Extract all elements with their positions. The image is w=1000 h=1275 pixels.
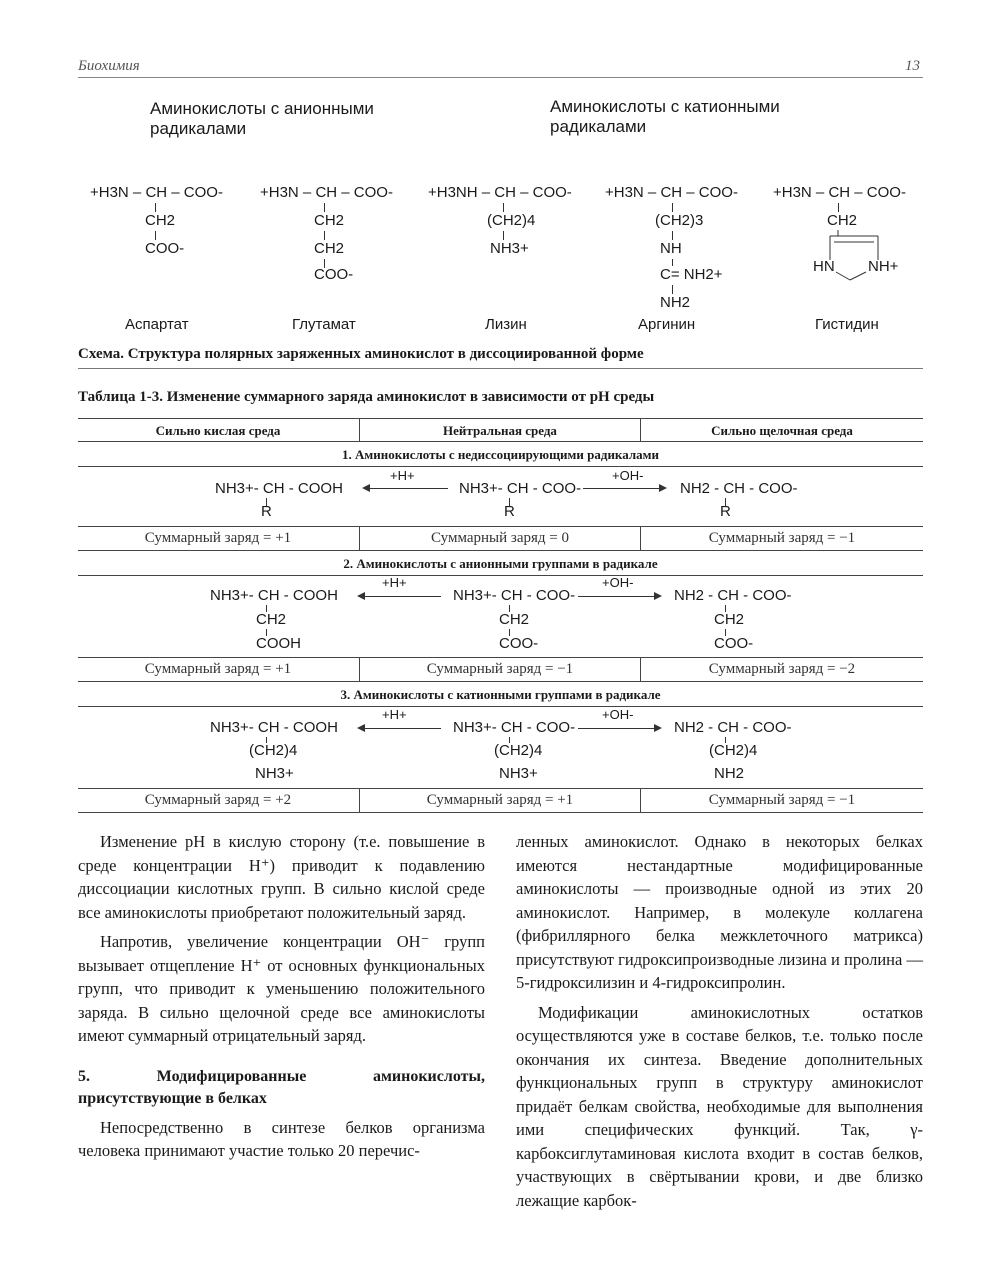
formula-line: COOH (256, 635, 301, 652)
formula-line: CH2 (314, 212, 345, 229)
scheme-rule (78, 368, 923, 369)
body-column-left (78, 830, 485, 1163)
formula-line: NH2 - CH - COO- (680, 480, 798, 497)
formula-line: CH2 (256, 611, 287, 628)
table-rule (359, 788, 360, 812)
arrow-label-acid: +H+ (382, 707, 407, 722)
formula-line: COO- (499, 635, 539, 652)
arrow-left-icon (362, 484, 370, 492)
amino-acid-name: Аргинин (638, 316, 696, 333)
total-charge: Суммарный заряд = −1 (426, 661, 574, 677)
table-rule (640, 657, 641, 681)
paragraph: Непосредственно в синтезе белков организма человека принимают участие только 20 перечис- (78, 1117, 485, 1160)
formula-line: CH2 (827, 212, 858, 229)
formula-line: NH3+- CH - COOH (210, 587, 338, 604)
arrow-line (370, 488, 448, 489)
bond-line (672, 259, 673, 266)
formula-line: CH2 (314, 240, 345, 257)
table-rule (78, 681, 923, 682)
arrow-line (365, 728, 441, 729)
formula-line: NH3+- CH - COOH (215, 480, 343, 497)
formula-line: NH2 - CH - COO- (674, 719, 792, 736)
bond-line (324, 231, 325, 240)
table-caption: Таблица 1-3. Изменение суммарного заряда аминокислот в зависимости от pH среды (78, 389, 655, 405)
imidazole-ring (810, 228, 890, 284)
formula-line: (CH2)4 (487, 212, 536, 229)
table-rule (78, 575, 923, 576)
bond-line (503, 231, 504, 240)
paragraph: Модификации аминокислотных остатков осуществляются уже в составе белков, т.е. только после окончания их синтеза. Введение дополнительных функциональных групп в структуру аминокислот придаёт белкам свойства, необходимые для выполнения ими специфических функций. Так, γ-карбоксиглутаминовая кислота входит в состав белков, участвующих в свёртывании крови, и две близко лежащие карбок- (516, 1002, 923, 1210)
arrow-left-icon (357, 592, 365, 600)
formula-line: NH3+- CH - COO- (453, 719, 576, 736)
scheme-caption: Схема. Структура полярных заряженных аминокислот в диссоциированной форме (78, 346, 644, 362)
paragraph: ленных аминокислот. Однако в некоторых белках имеются нестандартные модифицированные аминокислоты — производные одной из этих 20 аминокислот. Например, в молекуле коллагена (фибриллярного белка межклеточного матрикса) присутствуют гидроксипроизводные лизина и пролина — 5-гидроксилизин и 4-гидроксипролин. (516, 832, 923, 992)
paragraph: Изменение pH в кислую сторону (т.е. повышение в среде концентрации H⁺) приводит к подавлению диссоциации кислотных групп. В сильно кислой среде все аминокислоты приобретают положительный заряд. (78, 832, 485, 922)
formula-line: NH2 (714, 765, 745, 782)
cationic-group-title: Аминокислоты с катионными радикалами (550, 97, 780, 136)
table-rule (78, 706, 923, 707)
formula-line: NH+ (868, 258, 899, 275)
table-rule (78, 657, 923, 658)
total-charge: Суммарный заряд = −2 (708, 661, 856, 677)
section-title: 2. Аминокислоты с анионными группами в радикале (343, 556, 658, 571)
formula-line: NH3+- CH - COOH (210, 719, 338, 736)
formula-line: R (504, 503, 515, 520)
header-rule (78, 77, 923, 78)
table-rule (640, 788, 641, 812)
table-rule (78, 812, 923, 813)
arrow-right-icon (654, 724, 662, 732)
amino-acid-name: Аспартат (125, 316, 189, 333)
column-header: Сильно кислая среда (155, 423, 281, 438)
formula-line: NH (660, 240, 682, 257)
table-rule (359, 526, 360, 550)
page-number: 13 (905, 58, 920, 74)
table-rule (78, 788, 923, 789)
formula-line: COO- (714, 635, 754, 652)
table-rule (78, 441, 923, 442)
arrow-label-acid: +H+ (382, 575, 407, 590)
table-rule (359, 418, 360, 441)
total-charge: Суммарный заряд = −1 (708, 530, 856, 546)
formula-line: NH2 (660, 294, 691, 311)
formula-line: CH2 (145, 212, 176, 229)
amino-acid-name: Глутамат (292, 316, 356, 333)
bond-line (672, 231, 673, 240)
column-header: Сильно щелочная среда (711, 423, 853, 438)
formula-line: NH3+- CH - COO- (459, 480, 582, 497)
running-title: Биохимия (78, 58, 140, 74)
formula-line: COO- (314, 266, 354, 283)
formula-line: HN (813, 258, 835, 275)
amino-acid-name: Гистидин (815, 316, 879, 333)
bond-line (324, 203, 325, 212)
amino-acid-name: Лизин (485, 316, 527, 333)
arrow-label-acid: +H+ (390, 468, 415, 483)
column-header: Нейтральная среда (443, 423, 557, 438)
bond-line (672, 203, 673, 212)
arrow-right-icon (654, 592, 662, 600)
arrow-label-base: +OH- (602, 575, 634, 590)
anionic-group-title: Аминокислоты с анионными радикалами (150, 99, 374, 138)
formula-line: R (720, 503, 731, 520)
formula-line: +H3N – CH – COO- (773, 184, 906, 201)
arrow-label-base: +OH- (602, 707, 634, 722)
formula-line: CH2 (499, 611, 530, 628)
arrow-line (365, 596, 441, 597)
formula-line: NH3+- CH - COO- (453, 587, 576, 604)
table-rule (78, 550, 923, 551)
formula-line: +H3NH – CH – COO- (428, 184, 572, 201)
section-title: 1. Аминокислоты с недиссоциирующими радикалами (342, 447, 659, 462)
bond-line (155, 231, 156, 240)
total-charge: Суммарный заряд = 0 (431, 530, 569, 546)
formula-line: NH3+ (490, 240, 529, 257)
table-rule (78, 466, 923, 467)
table-rule (78, 526, 923, 527)
arrow-right-icon (659, 484, 667, 492)
total-charge: Суммарный заряд = +1 (426, 792, 574, 808)
total-charge: Суммарный заряд = +2 (144, 792, 292, 808)
formula-line: CH2 (714, 611, 745, 628)
table-rule (78, 418, 923, 419)
bond-line (838, 203, 839, 212)
formula-line: NH3+ (255, 765, 294, 782)
bond-line (155, 203, 156, 212)
body-column-right (516, 830, 923, 1212)
bond-line (503, 203, 504, 212)
formula-line: +H3N – CH – COO- (90, 184, 223, 201)
total-charge: Суммарный заряд = +1 (144, 530, 292, 546)
formula-line: (CH2)4 (494, 742, 543, 759)
formula-line: (CH2)3 (655, 212, 704, 229)
formula-line: (CH2)4 (709, 742, 758, 759)
section-heading: 5. Модифицированные аминокислоты, присутствующие в белках (78, 1067, 485, 1107)
formula-line: +H3N – CH – COO- (605, 184, 738, 201)
total-charge: Суммарный заряд = +1 (144, 661, 292, 677)
section-title: 3. Аминокислоты с катионными группами в радикале (340, 687, 661, 702)
formula-line: C= NH2+ (660, 266, 723, 283)
formula-line: NH2 - CH - COO- (674, 587, 792, 604)
formula-line: R (261, 503, 272, 520)
total-charge: Суммарный заряд = −1 (708, 792, 856, 808)
table-rule (640, 418, 641, 441)
bond-line (672, 285, 673, 294)
table-rule (359, 657, 360, 681)
paragraph: Напротив, увеличение концентрации OH⁻ групп вызывает отщепление H⁺ от основных функциональных групп, что приводит к уменьшению положительного заряда. В сильно щелочной среде все аминокислоты имеют суммарный отрицательный заряд. (78, 932, 485, 1045)
arrow-line (578, 728, 654, 729)
table-rule (640, 526, 641, 550)
formula-line: COO- (145, 240, 185, 257)
arrow-line (583, 488, 659, 489)
arrow-label-base: +OH- (612, 468, 644, 483)
arrow-line (578, 596, 654, 597)
formula-line: NH3+ (499, 765, 538, 782)
formula-line: +H3N – CH – COO- (260, 184, 393, 201)
arrow-left-icon (357, 724, 365, 732)
formula-line: (CH2)4 (249, 742, 298, 759)
